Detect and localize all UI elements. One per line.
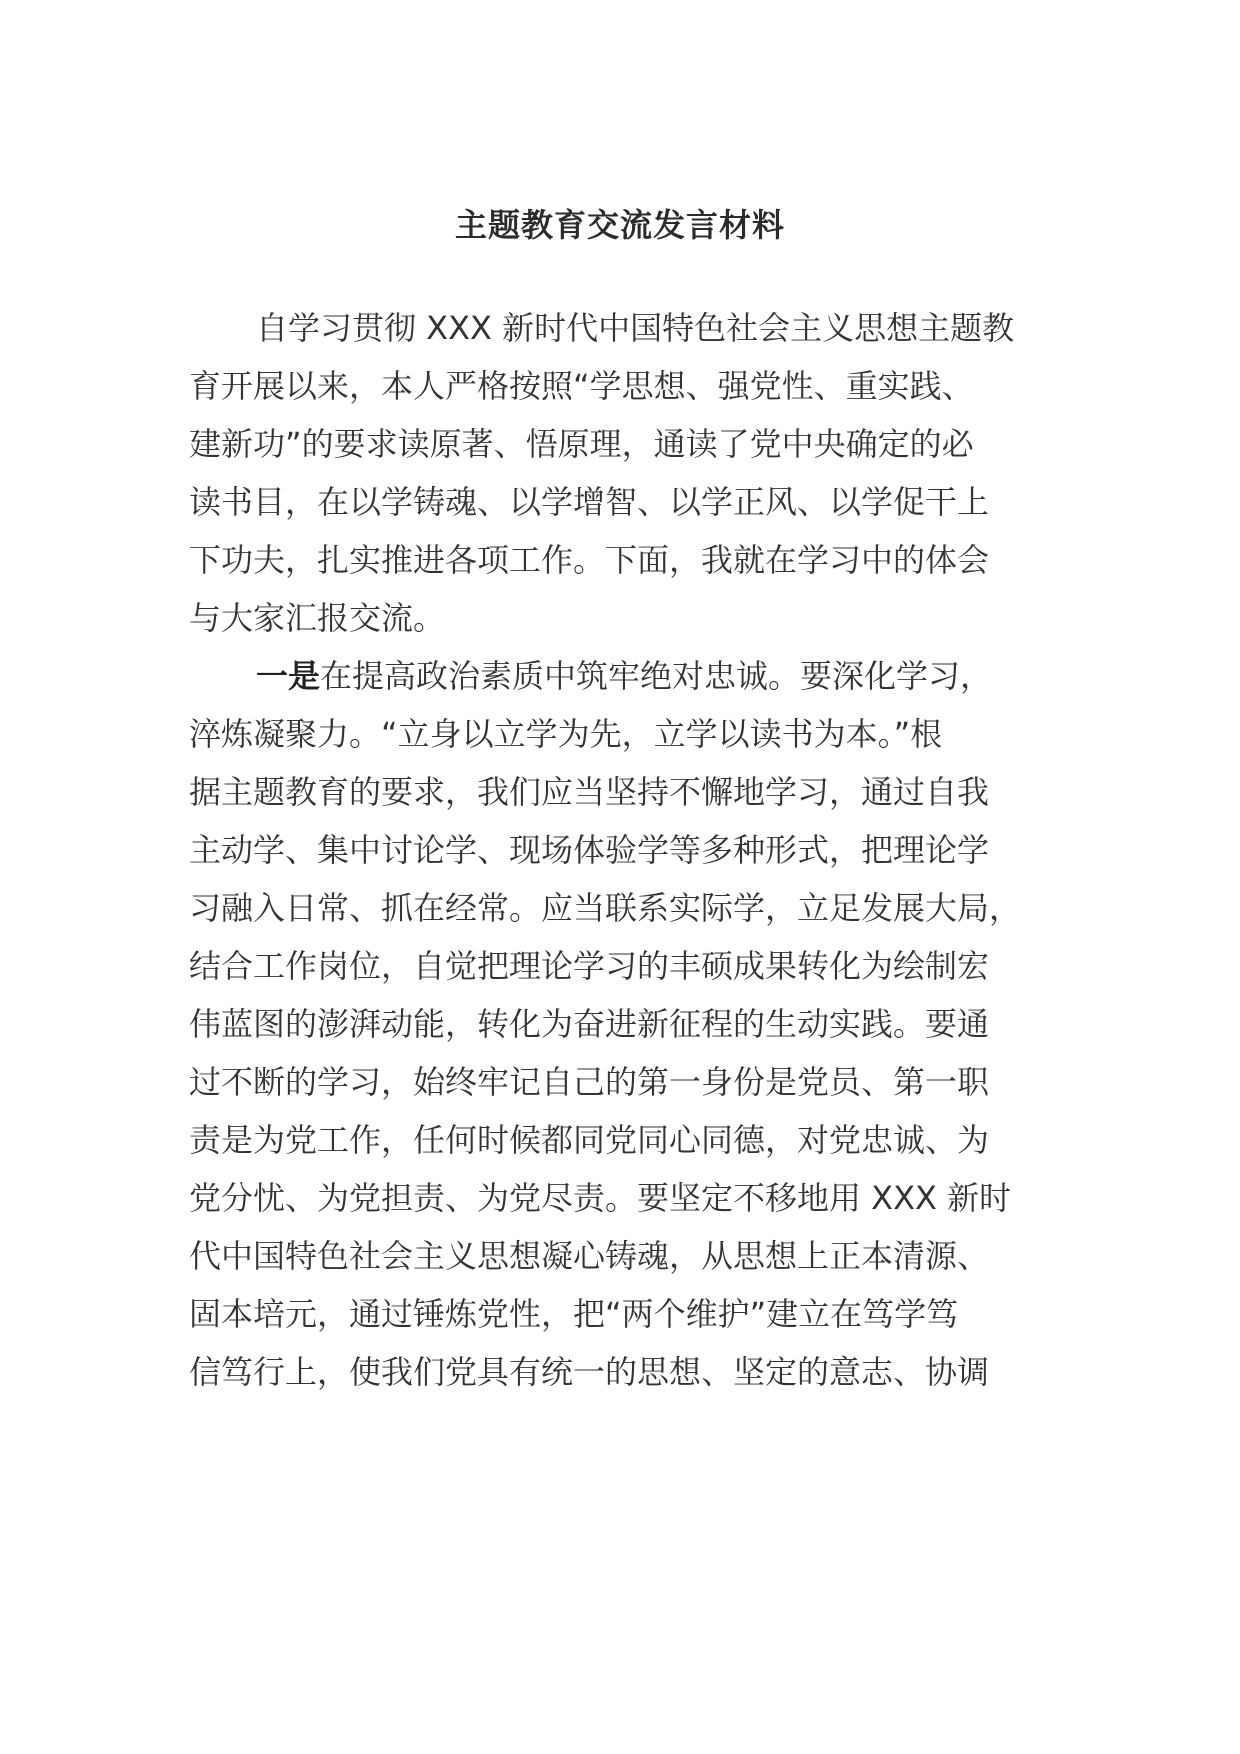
paragraph-2-first-line — [256, 656, 992, 696]
paragraph-2-line: 在提高政治素质中筑牢绝对忠诚。要深化学习， — [320, 657, 993, 695]
paragraph-2-line: 淬炼凝聚力。“立身以立学为先，立学以读书为本。”根 — [189, 715, 943, 753]
paragraph-2-line: 主动学、集中讨论学、现场体验学等多种形式，把理论学 — [189, 831, 990, 869]
paragraph-2-line: 据主题教育的要求，我们应当坚持不懈地学习，通过自我 — [189, 773, 990, 811]
paragraph-2-line: 结合工作岗位，自觉把理论学习的丰硕成果转化为绘制宏 — [189, 947, 990, 985]
paragraph-2-line: 习融入日常、抓在经常。应当联系实际学，立足发展大局， — [189, 889, 1022, 927]
paragraph-2-line: 固本培元，通过锤炼党性，把“两个维护”建立在笃学笃 — [189, 1295, 959, 1333]
paragraph-2-line: 伟蓝图的澎湃动能，转化为奋进新征程的生动实践。要通 — [189, 1005, 990, 1043]
paragraph-2-line: 党分忧、为党担责、为党尽责。要坚定不移地用 XXX 新时 — [189, 1179, 1012, 1217]
paragraph-2-line: 责是为党工作，任何时候都同党同心同德，对党忠诚、为 — [189, 1121, 990, 1159]
paragraph-1-line: 下功夫，扎实推进各项工作。下面，我就在学习中的体会 — [189, 541, 990, 579]
paragraph-2-line: 过不断的学习，始终牢记自己的第一身份是党员、第一职 — [189, 1063, 990, 1101]
paragraph-1-line: 建新功”的要求读原著、悟原理，通读了党中央确定的必 — [189, 425, 974, 463]
document-title: 主题教育交流发言材料 — [454, 206, 785, 244]
paragraph-2-lead: 一是 — [256, 657, 321, 695]
paragraph-1-line: 读书目，在以学铸魂、以学增智、以学正风、以学促干上 — [189, 483, 990, 521]
paragraph-1-line: 育开展以来，本人严格按照“学思想、强党性、重实践、 — [189, 367, 974, 405]
paragraph-2-line: 代中国特色社会主义思想凝心铸魂，从思想上正本清源、 — [189, 1237, 990, 1275]
paragraph-2-line: 信笃行上，使我们党具有统一的思想、坚定的意志、协调 — [189, 1353, 990, 1391]
paragraph-1-line: 与大家汇报交流。 — [189, 599, 446, 637]
paragraph-1-line: 自学习贯彻 XXX 新时代中国特色社会主义思想主题教 — [256, 309, 1015, 347]
